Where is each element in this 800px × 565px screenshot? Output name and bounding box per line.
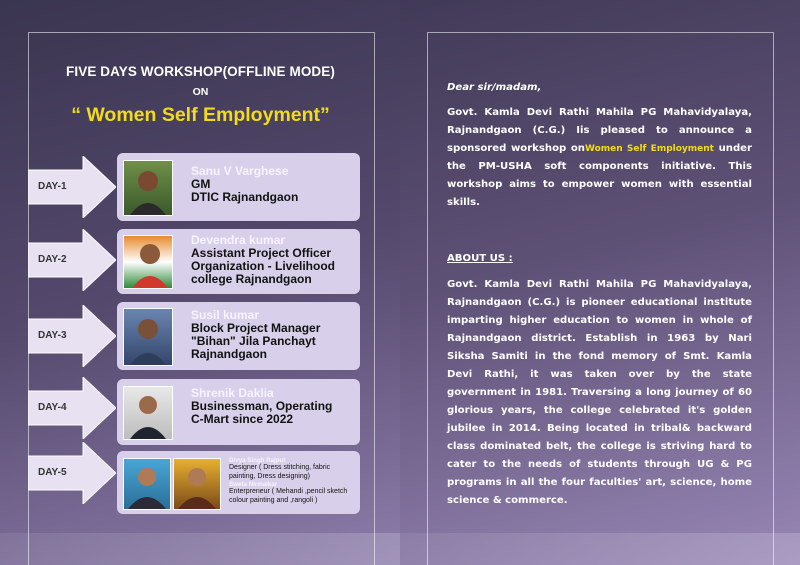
person-icon (124, 161, 172, 215)
person-icon (124, 387, 172, 439)
day-2-arrow (28, 229, 116, 291)
day-3-label: DAY-3 (38, 330, 67, 341)
speaker-name: Susil kumar (191, 308, 260, 322)
day-5-arrow (28, 442, 116, 504)
person-icon (174, 459, 220, 509)
right-bottom-band (400, 533, 800, 565)
speaker-name: Shrenik Daklia (191, 386, 274, 400)
speaker-photo (123, 160, 173, 216)
speaker-photo (173, 458, 221, 510)
person-icon (124, 309, 172, 365)
speaker-line: GM (191, 177, 211, 191)
speaker-line: Rajnandgaon (191, 347, 268, 361)
speaker-name: Divya Singh Rajput (229, 457, 286, 464)
day-1-arrow (28, 156, 116, 218)
day-4-label: DAY-4 (38, 402, 67, 413)
day-4-arrow (28, 377, 116, 439)
intro-text-2: under the PM-USHA soft components initiative. This workshop aims to empower women with essential skills. (447, 143, 752, 208)
speaker-line: C-Mart since 2022 (191, 412, 294, 426)
speaker-line: college Rajnandgaon (191, 272, 312, 286)
salutation: Dear sir/madam, (447, 82, 542, 93)
title-on: ON (192, 86, 209, 98)
speaker-card-day-2 (117, 229, 360, 294)
speaker-name: Devendra kumar (191, 233, 286, 247)
workshop-theme: “ Women Self Employment” (71, 104, 330, 126)
speaker-photo (123, 458, 171, 510)
day-3-arrow (28, 305, 116, 367)
intro-paragraph (447, 104, 752, 212)
about-heading: ABOUT US : (447, 253, 513, 264)
speaker-line: Organization - Livelihood (191, 259, 335, 273)
speaker-photo (123, 386, 173, 440)
speaker-line: "Bihan" Jila Panchayt (191, 334, 316, 348)
speaker-name: Sweta Nirmalkar (229, 481, 278, 488)
speaker-name: Sanu V Varghese (191, 164, 289, 178)
person-icon (124, 236, 172, 288)
speaker-card-day-4 (117, 379, 360, 445)
speaker-line: DTIC Rajnandgaon (191, 190, 299, 204)
speaker-card-day-5 (117, 451, 360, 514)
speaker-photo (123, 308, 173, 366)
about-paragraph: Govt. Kamla Devi Rathi Mahila PG Mahavidyalaya, Rajnandgaon (C.G.) is pioneer educational institute imparting higher education to women in whole of Rajnandgaon district. Establish in 1963 by Nari Siksha Samiti in the fond memory of Smt. Kamla Devi Rathi, it was taken over by the state government in 1981. Traversing a long journey of 60 glorious years, the college celebrated it's golden jubilee in 2014. Being located in tribal& backward class dominated belt, the college is striving hard to cater to the needs of students through UG & PG programs in all the four faculties' art, science, home science & commerce. (447, 279, 752, 506)
speaker-line: Enterpreneur ( Mehandi ,pencil sketch (229, 488, 348, 495)
speaker-line: Block Project Manager (191, 321, 321, 335)
speaker-card-day-1 (117, 153, 360, 221)
speaker-card-day-3 (117, 302, 360, 370)
intro-highlight: Women Self Employment (584, 144, 714, 154)
left-bottom-band (0, 533, 400, 565)
day-5-label: DAY-5 (38, 467, 67, 478)
day-1-label: DAY-1 (38, 181, 67, 192)
day-2-label: DAY-2 (38, 254, 67, 265)
workshop-title: FIVE DAYS WORKSHOP(OFFLINE MODE) (66, 64, 335, 79)
speaker-line: Designer ( Dress stitching, fabric (229, 464, 331, 471)
speaker-line: colour painting and ,rangoli ) (229, 496, 318, 504)
speaker-line: Assistant Project Officer (191, 246, 332, 260)
speaker-line: Businessman, Operating (191, 399, 333, 413)
intro-text-1: Govt. Kamla Devi Rathi Mahila PG Mahavidyalaya, Rajnandgaon (C.G.) Iis pleased to announce a sponsored workshop on (447, 107, 752, 154)
person-icon (124, 459, 170, 509)
speaker-line: painting, Dress designing) (229, 472, 310, 480)
speaker-photo (123, 235, 173, 289)
